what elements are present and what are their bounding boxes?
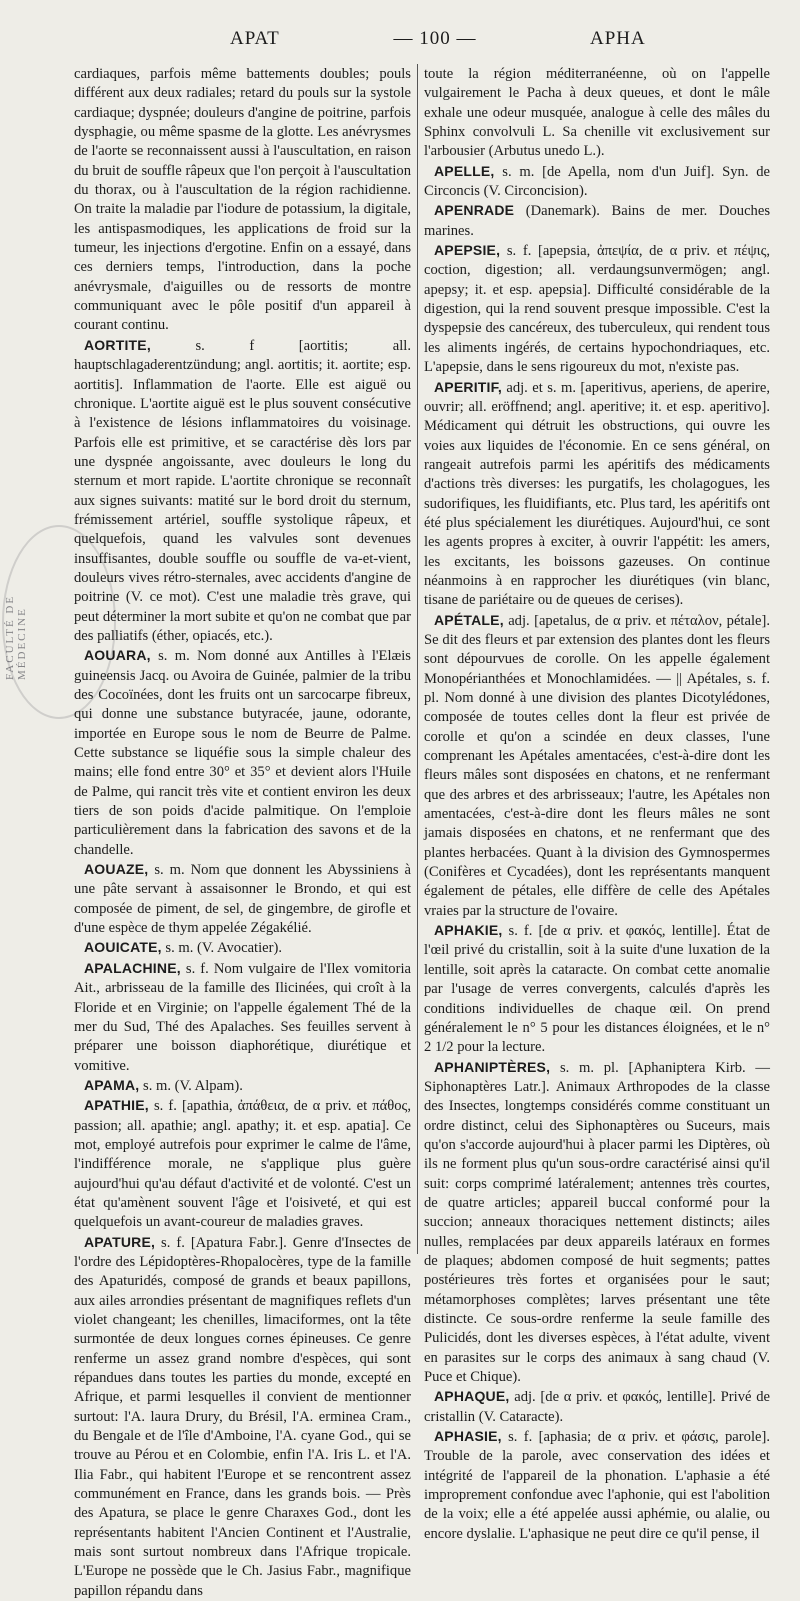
entry-apetale: [424, 611, 770, 922]
entry-text: s. m. (V. Alpam).: [139, 1077, 243, 1094]
entry-text: s. f. [de α priv. et φακός, lentille]. État de l'œil privé du cristallin, soit à la suite d'une luxation de la lentille, soit après la cataracte. On combat cette anomalie par l'usage de verres convergents, calculés d'après les conditions individuelles de chaque œil. On prend généralement le n° 5 pour les distances éloignées, et le n° 2 1/2 pour la lecture.: [424, 923, 770, 1056]
entry-aphakie: [424, 921, 770, 1057]
entry-aphanipteres: [424, 1058, 770, 1388]
entry-aortite: [74, 336, 411, 647]
entry-apepsie: [424, 241, 770, 377]
entry-apenrade: [424, 201, 770, 241]
entry-headword: APHASIE,: [434, 1428, 502, 1445]
entry-text: (Danemark). Bains de mer. Douches marines.: [424, 203, 770, 239]
entry-text: adj. [de α priv. et φακός, lentille]. Privé de cristallin (V. Cataracte).: [424, 1389, 770, 1425]
entry-text: s. m. Nom que donnent les Abyssiniens à une pâte servant à assaisonner le Brondo, et qui est composée de piment, de sel, de gingembre, de girofle et d'une espèce de thym appelée Zégakélié.: [74, 862, 411, 937]
entry-headword: APEPSIE,: [434, 242, 501, 259]
entry-headword: AOUAZE,: [84, 861, 149, 878]
entry-aouaze: [74, 860, 411, 938]
entry-text: adj. [apetalus, de α priv. et πέταλον, pétale]. Se dit des fleurs et par extension des plantes dont les fleurs sont dépourvues de corolle. On les appelle également Monopérianthées et Monochlamidées. — || Apétales, s. f. pl. Nom donné à une division des plantes Dicotylédones, composée de toutes celles dont la fleur est privée de corolle et qu'on a scindée en deux classes, l'une comprenant les Apétales amentacées, c'est-à-dire dont les fleurs mâles sont disposées en chatons, et ne renfermant que des arbres et des arbrisseaux; l'autre, les Apétales non amentacées, c'est-à-dire dont les fleurs mâles ne sont jamais disposées en chatons, et ne renfermant que des plantes herbacées. Quant à la division des Gymnospermes (Conifères et Cycadées), dont les représentants manquent également de pétales, elle diffère de celle des Apétales vraies par la structure de l'ovaire.: [424, 612, 770, 919]
entry-apalachine: [74, 959, 411, 1076]
entry-text: toute la région méditerranéenne, où on l'appelle vulgairement le Pacha à deux queues, et dont le mâle exhale une odeur musquée, analogue à celle des mâles du Sphinx convolvuli L. Sa chenille vit exclusivement sur l'arbousier (Arbutus unedo L.).: [424, 66, 770, 160]
entry-headword: APALACHINE,: [84, 959, 181, 976]
entry-headword: AOUARA,: [84, 647, 151, 664]
entry-text: s. m. [de Apella, nom d'un Juif]. Syn. de Circoncis (V. Circoncision).: [424, 163, 770, 200]
entry-headword: APATURE,: [84, 1233, 156, 1250]
entry-headword: APHANIPTÈRES,: [434, 1058, 551, 1075]
entry-headword: APELLE,: [434, 162, 495, 179]
header-left-guideword: APAT: [230, 28, 280, 49]
entry-text: cardiaques, parfois même battements doubles; pouls différent aux deux radiales; retard du pouls sur la systole cardiaque; dyspnée; douleurs d'angine de poitrine, parfois dysphagie, ou même spasme de la glotte. Les anévrysmes de l'aorte se reconnaissent aussi à l'auscultation, en raison du bruit de souffle râpeux que l'on perçoit à l'auscultation du thorax, ou à l'auscultation de la région rachidienne. On traite la maladie par l'iodure de potassium, la digitale, les antispasmodiques, les applications de froid sur la tumeur, les injections d'ergotine. Enfin on a essayé, dans ces derniers temps, l'introduction, dans la poche anévrysmale, d'aiguilles ou de ressorts de montre communiquant avec le pôle positif d'un appareil à courant continu.: [74, 66, 411, 334]
entry-headword: APHAQUE,: [434, 1388, 510, 1405]
entry-text: s. f. [Apatura Fabr.]. Genre d'Insectes de l'ordre des Lépidoptères-Rhopalocères, type de la famille des Apaturidés, composé de grands et beaux papillons, aux ailes arrondies présentant de magnifiques reflets d'un violet changeant; les chenilles, limaciformes, ont la tête surmontée de deux longues cornes épineuses. Ce genre renferme un assez grand nombre d'espèces, qui sont répandues dans toutes les parties du monde, excepté en Afrique, et parmi lesquelles il convient de mentionner surtout: l'A. laura Drury, du Brésil, l'A. erminea Cram., du Bengale et de l'île d'Amboine, l'A. cyane God., qui se trouve au Pérou et en Colombie, enfin l'A. Iris L. et l'A. Ilia Fabr., qui habitent l'Europe et se rencontrent assez communément en France, dans les grands bois. — Près des Apatura, se place le genre Charaxes God., dont les représentants habitent l'Ancien Continent et l'Australie, mais sont surtout nombreux dans l'Afrique tropicale. L'Europe ne possède que le Ch. Jasius Fabr., magnifique papillon répandu dans: [74, 1234, 411, 1599]
entry-headword: APÉTALE,: [434, 611, 504, 628]
entry-headword: APENRADE: [434, 202, 515, 219]
entry-headword: APAMA,: [84, 1076, 140, 1093]
entry-aphasie: [424, 1427, 770, 1544]
entry-text: s. f. [apathia, ἀπάθεια, de α priv. et πάθος, passion; all. apathie; angl. apathy; it. et esp. apatia]. Ce mot, employé autrefois pour exprimer le calme de l'âme, l'indifférence morale, ne s'applique plus guère aujourd'hui qu'au défaut d'activité et de volonté. C'est un état qu'amènent souvent l'âge et l'oisiveté, et qui est quelquefois un avant-coureur de maladies graves.: [74, 1098, 411, 1231]
entry-aorte-continuation: [74, 64, 411, 336]
entry-apama: [74, 1076, 411, 1096]
entry-apature-continuation: [424, 64, 770, 162]
right-column: [424, 64, 770, 1542]
entry-headword: AORTITE,: [84, 336, 151, 353]
entry-text: s. f. [aphasia; de α priv. et φάσις, parole]. Trouble de la parole, avec conservation des idées et intégrité de l'appareil de la phonation. L'aphasie a été improprement confondue avec l'aphonie, qui est l'abolition de la voix; elle a été appelée aussi aphémie, ou alalie, ou encore dyslalie. L'aphasique ne peut dire ce qu'il pense, il: [424, 1429, 770, 1542]
entry-headword: APHAKIE,: [434, 922, 503, 939]
entry-aouicate: [74, 938, 411, 958]
entry-headword: APATHIE,: [84, 1097, 149, 1114]
entry-aphaque: [424, 1387, 770, 1427]
entry-apelle: [424, 162, 770, 202]
entry-aperitif: [424, 378, 770, 611]
entry-apathie: [74, 1096, 411, 1232]
entry-text: s. f. [apepsia, ἀπεψία, de α priv. et πέψις, coction, digestion; all. verdaungsunvermögen; angl. apepsy; it. et esp. apepsia]. Difficulté considérable de la digestion, qui la rend souvent presque impossible. C'est la dyspepsie des cancéreux, des tuberculeux, qui rendent tous les aliments ingérés, de certains hypochondriaques, etc. L'apepsie, dans le sens rigoureux du mot, n'existe pas.: [424, 243, 770, 376]
entry-text: s. m. (V. Avocatier).: [161, 940, 283, 957]
entry-apature: [74, 1233, 411, 1601]
entry-text: s. m. Nom donné aux Antilles à l'Elæis guineensis Jacq. ou Avoira de Guinée, palmier de la tribu des Cocoïnées, dont les fruits ont un sarcocarpe fibreux, qui donne une substance butyracée, jaune, odorante, importée en Europe sous le nom de Beurre de Palme. Cette substance se liquéfie sous la simple chaleur des mains; elle fond entre 30° et 35° et devient alors l'Huile de Palme, qui rancit très vite et contient environ les deux tiers de son poids d'acide palmitique. On l'emploie particulièrement dans la fabrication des savons et de la chandelle.: [74, 648, 411, 858]
column-divider: [417, 64, 418, 1254]
library-stamp-text: FACULTÉ DE MÉDECINE: [4, 594, 28, 680]
left-column: [74, 64, 411, 1599]
entry-headword: AOUICATE,: [84, 939, 162, 956]
header-right-guideword: APHA: [590, 28, 646, 49]
page-number: — 100 —: [393, 28, 477, 49]
entry-text: s. f. Nom vulgaire de l'Ilex vomitoria Ait., arbrisseau de la famille des Ilicinées, qui croît à la Floride et en Virginie; on l'appelle également Thé de la mer du Sud, Thé des Apalaches. Ses feuilles servent à préparer une boisson diaphorétique, diurétique et vomitive.: [74, 960, 411, 1074]
entry-headword: APERITIF,: [434, 378, 502, 395]
entry-text: s. f [aortitis; all. hauptschlagaderentzündung; angl. aortitis; it. aortite; esp. aortitis]. Inflammation de l'aorte. Elle est aiguë ou chronique. L'aortite aiguë est le plus souvent consécutive à l'existence de lésions inflammatoires du voisinage. Parfois elle est primitive, et se caractérise dès lors par une dyspnée angoissante, avec douleurs le long du sternum et mort rapide. L'aortite chronique se reconnaît aux signes suivants: matité sur le bord droit du sternum, frémissement artériel, souffle systolique râpeux, et quelquefois, quand les valvules sont devenues insuffisantes, double souffle ou souffle de va-et-vient, douleurs vives rétro-sternales, avec accidents d'angine de poitrine (V. ce mot). C'est une maladie très grave, qui peut déterminer la mort subite et qu'on ne combat que par des palliatifs (éther, opiacés, etc.).: [74, 337, 411, 644]
page-header: [70, 28, 770, 56]
entry-text: adj. et s. m. [aperitivus, aperiens, de aperire, ouvrir; all. eröffnend; angl. aperitive; it. et esp. aperitivo]. Médicament qui détruit les obstructions, qui ouvre les voies aux liquides de l'économie. En ce sens général, on rangeait autrefois parmi les apéritifs des médicaments d'actions très diverses: les purgatifs, les cholagogues, les sudorifiques, les fluidifiants, etc. Plus tard, les apéritifs ont été plus spécialement les diurétiques. Aujourd'hui, ce sont les agents propres à exciter, à ouvrir l'appétit: les amers, les excitants, les boissons gazeuses. On continue néanmoins à en rapprocher les diurétiques (vin blanc, tisane de pariétaire ou de queues de cerises).: [424, 379, 770, 609]
entry-aouara: [74, 646, 411, 860]
entry-text: s. m. pl. [Aphaniptera Kirb. — Siphonaptères Latr.]. Animaux Arthropodes de la classe des Insectes, longtemps considérés comme constituant un ordre distinct, celui des Siphonaptères ou Suceurs, mais qu'on s'accorde aujourd'hui à placer parmi les Diptères, où ils ne forment plus qu'un sous-ordre caractérisé ainsi qu'il suit: corps comprimé latéralement; antennes très courtes, de quatre articles; appareil buccal conformé pour la succion; anneaux thoraciques nettement distincts; ailes nulles, remplacées par deux appareils latéraux en formes de plaques; abdomen composé de huit segments; pattes postérieures très fortes et organisées pour le saut; métamorphoses complètes; larves présentant une tête distincte. Ce sous-ordre renferme la seule famille des Pulicidés, dont les diverses espèces, à l'état adulte, vivent en parasites sur le corps des animaux à sang chaud (V. Puce et Chique).: [424, 1059, 770, 1386]
